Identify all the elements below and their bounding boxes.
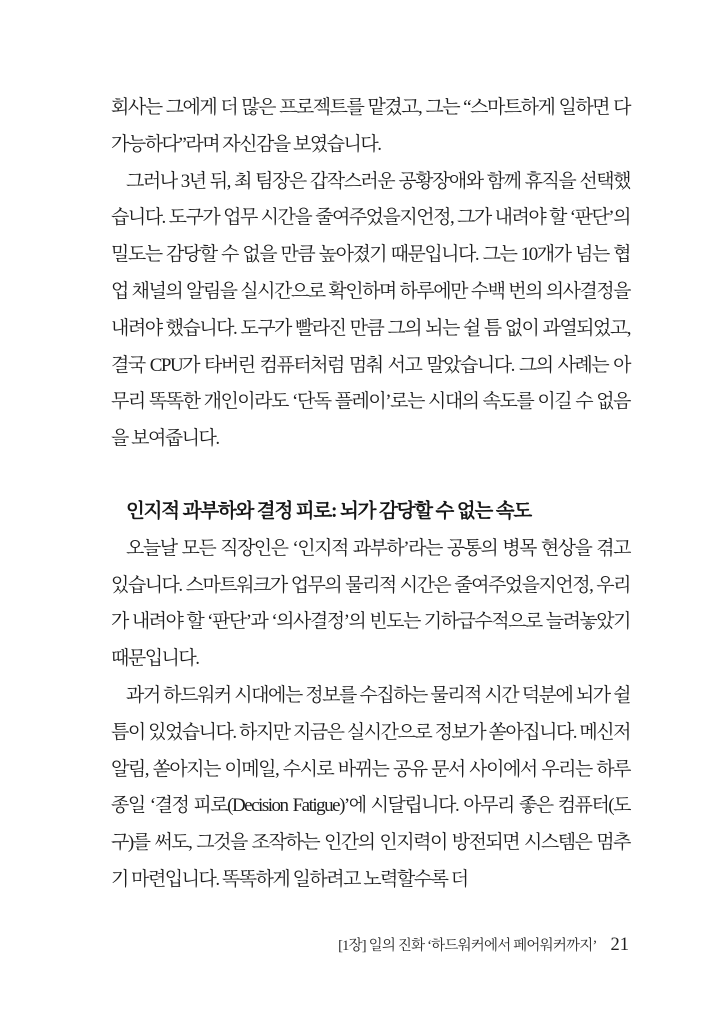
paragraph: 과거 하드워커 시대에는 정보를 수집하는 물리적 시간 덕분에 뇌가 쉴 틈이 있었습니다. 하지만 지금은 실시간으로 정보가 쏟아집니다. 메신저 알림, 쏟아지는 이메일, 수시로 바뀌는 공유 문서 사이에서 우리는 하루 종일 ‘결정 피로(Decision Fatigue)’에 시달립니다. 아무리 좋은 컴퓨터(도구)를 써도, 그것을 조작하는 인간의 인지력이 방전되면 시스템은 멈추기 마련입니다. 똑똑하게 일하려고 노력할수록 더 xyxy=(111,684,630,890)
paragraph: 그러나 3년 뒤, 최 팀장은 갑작스러운 공황장애와 함께 휴직을 선택했습니다. 도구가 업무 시간을 줄여주었을지언정, 그가 내려야 할 ‘판단’의 밀도는 감당할 수 없을 만큼 높아졌기 때문입니다. 그는 10개가 넘는 협업 채널의 알림을 실시간으로 확인하며 하루에만 수백 번의 의사결정을 내려야 했습니다. 도구가 빨라진 만큼 그의 뇌는 쉴 틈 없이 과열되었고, 결국 CPU가 타버린 컴퓨터처럼 멈춰 서고 말았습니다. 그의 사례는 아무리 똑똑한 개인이라도 ‘단독 플레이’로는 시대의 속도를 이길 수 없음을 보여줍니다. xyxy=(111,170,630,450)
page-body xyxy=(111,90,630,899)
paragraph: 오늘날 모든 직장인은 ‘인지적 과부하’라는 공통의 병목 현상을 겪고 있습니다. 스마트워크가 업무의 물리적 시간은 줄여주었을지언정, 우리가 내려야 할 ‘판단’과 ‘의사결정’의 빈도는 기하급수적으로 늘려놓았기 때문입니다. xyxy=(111,537,630,670)
page-number: 21 xyxy=(610,935,629,955)
section-heading: 인지적 과부하와 결정 피로: 뇌가 감당할 수 없는 속도 xyxy=(126,500,532,522)
page-footer xyxy=(338,934,629,956)
paragraph: 회사는 그에게 더 많은 프로젝트를 맡겼고, 그는 “스마트하게 일하면 다 가능하다”라며 자신감을 보였습니다. xyxy=(111,97,630,155)
running-title: [1장] 일의 진화 ‘하드워커에서 페어워커까지’ xyxy=(338,938,597,954)
